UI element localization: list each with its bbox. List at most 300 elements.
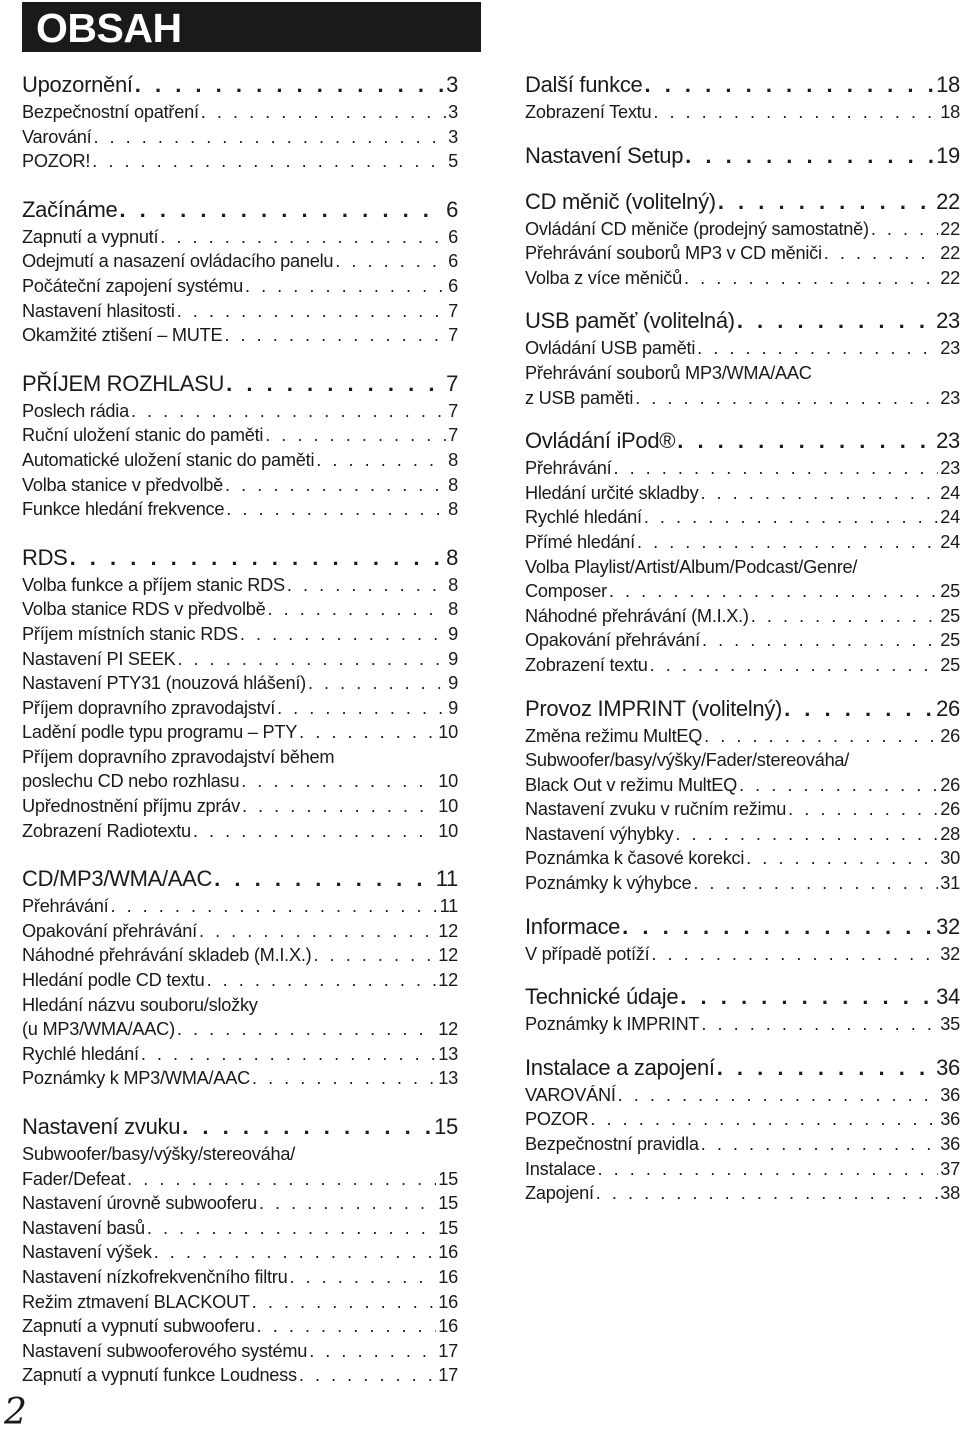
toc-entry[interactable] [22,1142,458,1167]
dot-leader [214,864,434,894]
toc-section-page: 11 [435,866,458,892]
toc-entry[interactable] [525,530,960,555]
toc-entry[interactable] [22,323,458,348]
dot-leader [93,125,446,150]
dot-leader [299,1363,436,1388]
toc-entry-page: 6 [448,226,458,247]
dot-leader [704,724,938,749]
toc-entry-page: 8 [448,449,458,470]
toc-entry-label: Ovládání CD měniče (prodejný samostatně) [525,218,869,239]
dot-leader [618,1083,939,1108]
toc-entry-label: Ladění podle typu programu – PTY [22,722,298,743]
toc-entry-page: 8 [448,474,458,495]
toc-entry-label: Přehrávání souborů MP3/WMA/AAC [525,362,812,383]
toc-section [525,694,960,896]
toc-entry[interactable] [22,769,458,794]
toc-section-page: 32 [936,913,960,939]
toc-entry-page: 3 [448,102,458,122]
toc-entry-page: 3 [448,126,458,147]
toc-entry[interactable] [525,653,960,678]
toc-entry-page: 10 [438,722,458,743]
toc-entry-label: Zobrazení textu [525,654,648,675]
toc-entry[interactable] [525,336,960,361]
toc-entry[interactable] [525,241,960,266]
toc-section [525,912,960,967]
toc-entry[interactable] [22,1363,458,1388]
toc-entry-page: 9 [448,648,458,669]
title-bar [22,2,481,52]
toc-entry[interactable] [22,943,458,968]
toc-entry-page: 23 [940,387,960,408]
toc-entry-page: 5 [448,151,458,172]
page-number: 2 [4,1392,27,1433]
toc-entry[interactable] [22,448,458,473]
toc-section-heading[interactable] [525,694,960,724]
toc-entry[interactable] [525,604,960,629]
dot-leader [131,399,446,424]
toc-entry[interactable] [525,1181,960,1206]
toc-section [525,70,960,125]
dot-leader [702,628,938,653]
toc-entry[interactable] [22,720,458,745]
toc-entry-label: Bezpečnostní opatření [22,102,199,122]
dot-leader [693,871,938,896]
toc-column-left [22,70,458,1388]
toc-entry[interactable] [525,846,960,871]
toc-entry-label: Volba z více měničů [525,267,683,288]
toc-entry-page: 36 [940,1134,960,1155]
toc-entry-label: Nastavení nízkofrekvenčního filtru [22,1266,288,1287]
toc-entry[interactable] [22,1216,458,1241]
dot-leader [697,336,938,361]
toc-entry[interactable] [22,1191,458,1216]
dot-leader [257,1314,437,1339]
toc-entry-page: 18 [940,102,960,122]
toc-entry-page: 12 [438,1019,458,1040]
dot-leader [701,1012,938,1037]
dot-leader [871,217,938,242]
dot-leader [287,573,446,598]
toc-entry[interactable] [525,579,960,604]
dot-leader [737,306,934,336]
toc-entry-label: poslechu CD nebo rozhlasu [22,771,240,792]
toc-entry[interactable] [22,299,458,324]
toc-entry-page: 16 [438,1316,458,1337]
toc-entry-label: Poznámky k IMPRINT [525,1014,700,1035]
dot-leader [622,912,934,942]
toc-entry-label: Nastavení hlasitosti [22,300,175,321]
toc-entry-label: Subwoofer/basy/výšky/Fader/stereováha/ [525,750,850,771]
toc-entry-label: Poslech rádia [22,400,129,421]
toc-entry-label: Okamžité ztišení – MUTE [22,325,223,346]
toc-entry[interactable] [22,1017,458,1042]
toc-entry-page: 16 [438,1242,458,1263]
toc-entry[interactable] [525,1107,960,1132]
toc-entry-page: 28 [940,823,960,844]
toc-section-label: Nastavení zvuku [22,1114,181,1139]
toc-entry-page: 17 [438,1365,458,1386]
toc-entry[interactable] [22,473,458,498]
toc-entry-label: Opakování přehrávání [22,920,197,941]
toc-entry[interactable] [525,386,960,411]
toc-entry-label: Příjem místních stanic RDS [22,623,238,644]
toc-entry[interactable] [22,149,458,174]
toc-entry[interactable] [525,871,960,896]
toc-entry-label: Nastavení PI SEEK [22,648,176,669]
dot-leader [701,1132,939,1157]
dot-leader [637,530,938,555]
toc-entry-label: Rychlé hledání [22,1043,139,1064]
toc-entry[interactable] [525,505,960,530]
toc-entry[interactable] [22,225,458,250]
toc-entry[interactable] [22,497,458,522]
toc-entry-page: 22 [940,243,960,264]
toc-entry[interactable] [525,100,960,125]
toc-section-page: 8 [446,544,458,570]
toc-entry[interactable] [22,671,458,696]
toc-entry-page: 25 [940,605,960,626]
toc-entry[interactable] [22,968,458,993]
toc-entry[interactable] [22,993,458,1018]
dot-leader [259,1191,436,1216]
toc-section-heading[interactable] [22,195,458,225]
toc-entry-page: 7 [448,400,458,421]
toc-entry[interactable] [525,1132,960,1157]
toc-entry-page: 25 [940,630,960,651]
toc-entry[interactable] [22,647,458,672]
toc-entry[interactable] [525,942,960,967]
dot-leader [308,671,446,696]
toc-section-label: Další funkce [525,72,643,97]
toc-entry-label: Nastavení basů [22,1217,145,1238]
toc-entry[interactable] [525,1083,960,1108]
toc-entry[interactable] [22,819,458,844]
dot-leader [141,1042,436,1067]
toc-entry-page: 15 [438,1217,458,1238]
toc-entry-label: Příjem dopravního zpravodajství [22,697,276,718]
toc-entry[interactable] [525,773,960,798]
dot-leader [651,942,938,967]
toc-section-label: Ovládání iPod® [525,428,676,454]
dot-leader [677,426,934,456]
page-title: OBSAH [36,5,182,51]
toc-entry[interactable] [525,481,960,506]
toc-entry-page: 15 [438,1193,458,1214]
toc-section-heading[interactable] [525,912,960,942]
toc-entry[interactable] [22,573,458,598]
toc-entry-label: Počáteční zapojení systému [22,275,243,296]
toc-entry-page: 30 [940,848,960,869]
toc-entry-page: 12 [438,945,458,966]
toc-entry-label: Instalace [525,1158,596,1179]
toc-entry[interactable] [525,628,960,653]
toc-entry-label: Volba Playlist/Artist/Album/Podcast/Genre/ [525,556,858,577]
toc-entry[interactable] [525,822,960,847]
toc-section-heading[interactable] [525,306,960,336]
toc-entry-page: 7 [448,325,458,346]
toc-section-heading[interactable] [22,543,458,573]
toc-entry-label: Zobrazení Textu [525,102,652,122]
toc-entry-page: 12 [438,970,458,991]
dot-leader [193,819,436,844]
dot-leader [127,1167,436,1192]
toc-entry-label: Funkce hledání frekvence [22,499,225,520]
toc-section-heading[interactable] [525,141,960,171]
toc-entry[interactable] [22,622,458,647]
toc-entry-page: 31 [940,873,960,894]
toc-section-label: RDS [22,544,68,570]
dot-leader [201,100,446,125]
toc-entry-label: Hledání názvu souboru/složky [22,994,258,1015]
dot-leader [70,543,445,573]
toc-section-heading[interactable] [22,864,458,894]
toc-entry-label: Nastavení subwooferového systému [22,1340,308,1361]
toc-entry[interactable] [525,217,960,242]
toc-entry-label: Rychlé hledání [525,507,642,528]
toc-entry-label: Black Out v režimu MultEQ [525,774,738,795]
dot-leader [226,369,444,399]
toc-entry-label: Bezpečnostní pravidla [525,1134,699,1155]
toc-entry[interactable] [22,1042,458,1067]
toc-entry-label: Zapojení [525,1183,594,1204]
toc-entry[interactable] [525,797,960,822]
toc-section-page: 19 [936,142,960,168]
toc-entry[interactable] [525,456,960,481]
toc-section-heading[interactable] [525,187,960,217]
dot-leader [92,149,446,174]
dot-leader [226,497,446,522]
toc-entry[interactable] [22,1290,458,1315]
dot-leader [299,720,436,745]
toc-entry-label: Hledání podle CD textu [22,970,205,991]
toc-entry-label: Volba funkce a příjem stanic RDS [22,574,285,595]
toc-entry[interactable] [22,745,458,770]
toc-section [525,306,960,410]
dot-leader [289,1265,436,1290]
toc-section [22,543,458,844]
dot-leader [644,505,938,530]
toc-section-heading[interactable] [525,982,960,1012]
toc-entry-page: 12 [438,920,458,941]
toc-section-label: Provoz IMPRINT (volitelný) [525,695,783,721]
dot-leader [160,225,446,250]
dot-leader [784,694,934,724]
dot-leader [590,1107,938,1132]
dot-leader [684,266,938,291]
toc-entry-label: Změna režimu MultEQ [525,725,703,746]
toc-entry[interactable] [525,748,960,773]
toc-entry[interactable] [22,597,458,622]
toc-section-heading[interactable] [525,1053,960,1083]
toc-entry[interactable] [22,919,458,944]
toc-entry-label: Poznámky k MP3/WMA/AAC [22,1068,250,1089]
toc-section-heading[interactable] [22,369,458,399]
toc-entry-label: Zapnutí a vypnutí funkce Loudness [22,1365,297,1386]
toc-entry-page: 6 [448,251,458,272]
toc-section-heading[interactable] [525,70,960,100]
toc-entry-label: Varování [22,126,92,147]
toc-section [22,864,458,1091]
toc-entry-label: Přehrávání [525,458,612,479]
toc-entry-page: 7 [448,425,458,446]
toc-entry[interactable] [22,894,458,919]
toc-entry-page: 7 [448,300,458,321]
toc-entry[interactable] [22,696,458,721]
dot-leader [700,481,938,506]
toc-entry[interactable] [525,724,960,749]
toc-section-page: 3 [446,72,458,97]
dot-leader [267,597,446,622]
dot-leader [154,1240,437,1265]
toc-entry[interactable] [525,361,960,386]
toc-entry-page: 22 [940,218,960,239]
toc-section [525,982,960,1037]
toc-entry[interactable] [22,249,458,274]
toc-entry-page: 8 [448,599,458,620]
toc-entry-page: 24 [940,482,960,503]
toc-column-right [525,70,960,1206]
dot-leader [653,100,938,125]
toc-entry[interactable] [22,1240,458,1265]
toc-entry[interactable] [525,266,960,291]
dot-leader [717,1053,934,1083]
dot-leader [650,653,939,678]
toc-entry[interactable] [22,1066,458,1091]
toc-entry[interactable] [525,555,960,580]
toc-entry-page: 25 [940,581,960,602]
toc-entry[interactable] [525,1157,960,1182]
toc-entry-label: Poznámky k výhybce [525,873,692,894]
toc-section-page: 34 [936,984,960,1010]
dot-leader [609,579,938,604]
dot-leader [225,473,446,498]
toc-section-label: Informace [525,913,621,939]
dot-leader [751,604,939,629]
toc-entry[interactable] [22,1314,458,1339]
toc-entry-label: Zapnutí a vypnutí [22,226,159,247]
toc-entry-page: 38 [940,1183,960,1204]
toc-entry[interactable] [22,794,458,819]
dot-leader [746,846,938,871]
dot-leader [739,773,938,798]
toc-section-page: 22 [936,188,960,214]
toc-section [525,426,960,677]
toc-entry-page: 23 [940,458,960,479]
dot-leader [177,1017,436,1042]
toc-entry-label: Zapnutí a vypnutí subwooferu [22,1316,255,1337]
toc-entry-label: Zobrazení Radiotextu [22,820,191,841]
dot-leader [199,919,436,944]
toc-entry[interactable] [22,125,458,150]
dot-leader [110,894,437,919]
toc-section-label: Nastavení Setup [525,142,684,168]
toc-entry-label: Hledání určité skladby [525,482,699,503]
toc-entry[interactable] [22,100,458,125]
dot-leader [245,274,446,299]
toc-entry-label: Volba stanice RDS v předvolbě [22,599,266,620]
dot-leader [277,696,446,721]
toc-entry-page: 9 [448,623,458,644]
toc-entry-page: 10 [438,771,458,792]
toc-entry-page: 11 [439,896,458,917]
toc-section-label: Technické údaje [525,984,679,1010]
toc-entry[interactable] [22,423,458,448]
toc-entry-label: Přehrávání [22,896,109,917]
toc-section-heading[interactable] [22,70,458,100]
toc-section-label: USB paměť (volitelná) [525,308,735,334]
toc-section [525,187,960,291]
toc-section-page: 18 [936,72,960,97]
toc-section-label: Instalace a zapojení [525,1054,715,1080]
dot-leader [177,299,446,324]
toc-entry-page: 26 [940,774,960,795]
toc-section [22,369,458,522]
toc-entry[interactable] [525,1012,960,1037]
toc-entry-label: POZOR [525,1109,589,1130]
toc-entry-page: 10 [438,796,458,817]
dot-leader [207,968,437,993]
toc-entry-page: 16 [438,1291,458,1312]
toc-entry-label: Automatické uložení stanic do paměti [22,449,315,470]
toc-section [525,141,960,171]
dot-leader [240,622,446,647]
toc-section [22,195,458,348]
toc-entry-label: Náhodné přehrávání skladeb (M.I.X.) [22,945,312,966]
dot-leader [242,794,436,819]
toc-entry-page: 25 [940,654,960,675]
toc-entry-page: 17 [438,1340,458,1361]
toc-entry-page: 9 [448,697,458,718]
toc-section-heading[interactable] [22,1112,458,1142]
dot-leader [613,456,938,481]
toc-entry-page: 24 [940,507,960,528]
dot-leader [147,1216,436,1241]
toc-entry[interactable] [22,1167,458,1192]
toc-entry-label: Poznámka k časové korekci [525,848,745,869]
toc-entry-page: 26 [940,799,960,820]
toc-entry-label: POZOR! [22,151,91,172]
toc-section-page: 7 [446,370,458,396]
toc-section-label: PŘÍJEM ROZHLASU [22,370,225,396]
dot-leader [119,195,444,225]
toc-entry[interactable] [22,1265,458,1290]
toc-entry-label: Režim ztmavení BLACKOUT [22,1291,250,1312]
toc-entry[interactable] [22,399,458,424]
dot-leader [644,70,934,100]
dot-leader [685,141,934,171]
dot-leader [252,1290,437,1315]
toc-entry-label: Nastavení zvuku v ručním režimu [525,799,787,820]
toc-entry-page: 26 [940,725,960,746]
toc-entry[interactable] [22,1339,458,1364]
toc-section-page: 6 [446,196,458,222]
toc-entry-label: Ovládání USB paměti [525,338,696,359]
dot-leader [596,1181,938,1206]
toc-entry-label: VAROVÁNÍ [525,1084,616,1105]
toc-section-page: 26 [936,695,960,721]
toc-entry-page: 23 [940,338,960,359]
toc-entry-page: 8 [448,499,458,520]
toc-section-page: 23 [936,428,960,454]
toc-entry[interactable] [22,274,458,299]
toc-section-heading[interactable] [525,426,960,456]
toc-entry-page: 13 [438,1068,458,1089]
toc-entry-page: 36 [940,1084,960,1105]
dot-leader [309,1339,436,1364]
toc-section [22,70,458,174]
toc-entry-page: 13 [438,1043,458,1064]
toc-entry-label: Příjem dopravního zpravodajství během [22,746,335,767]
